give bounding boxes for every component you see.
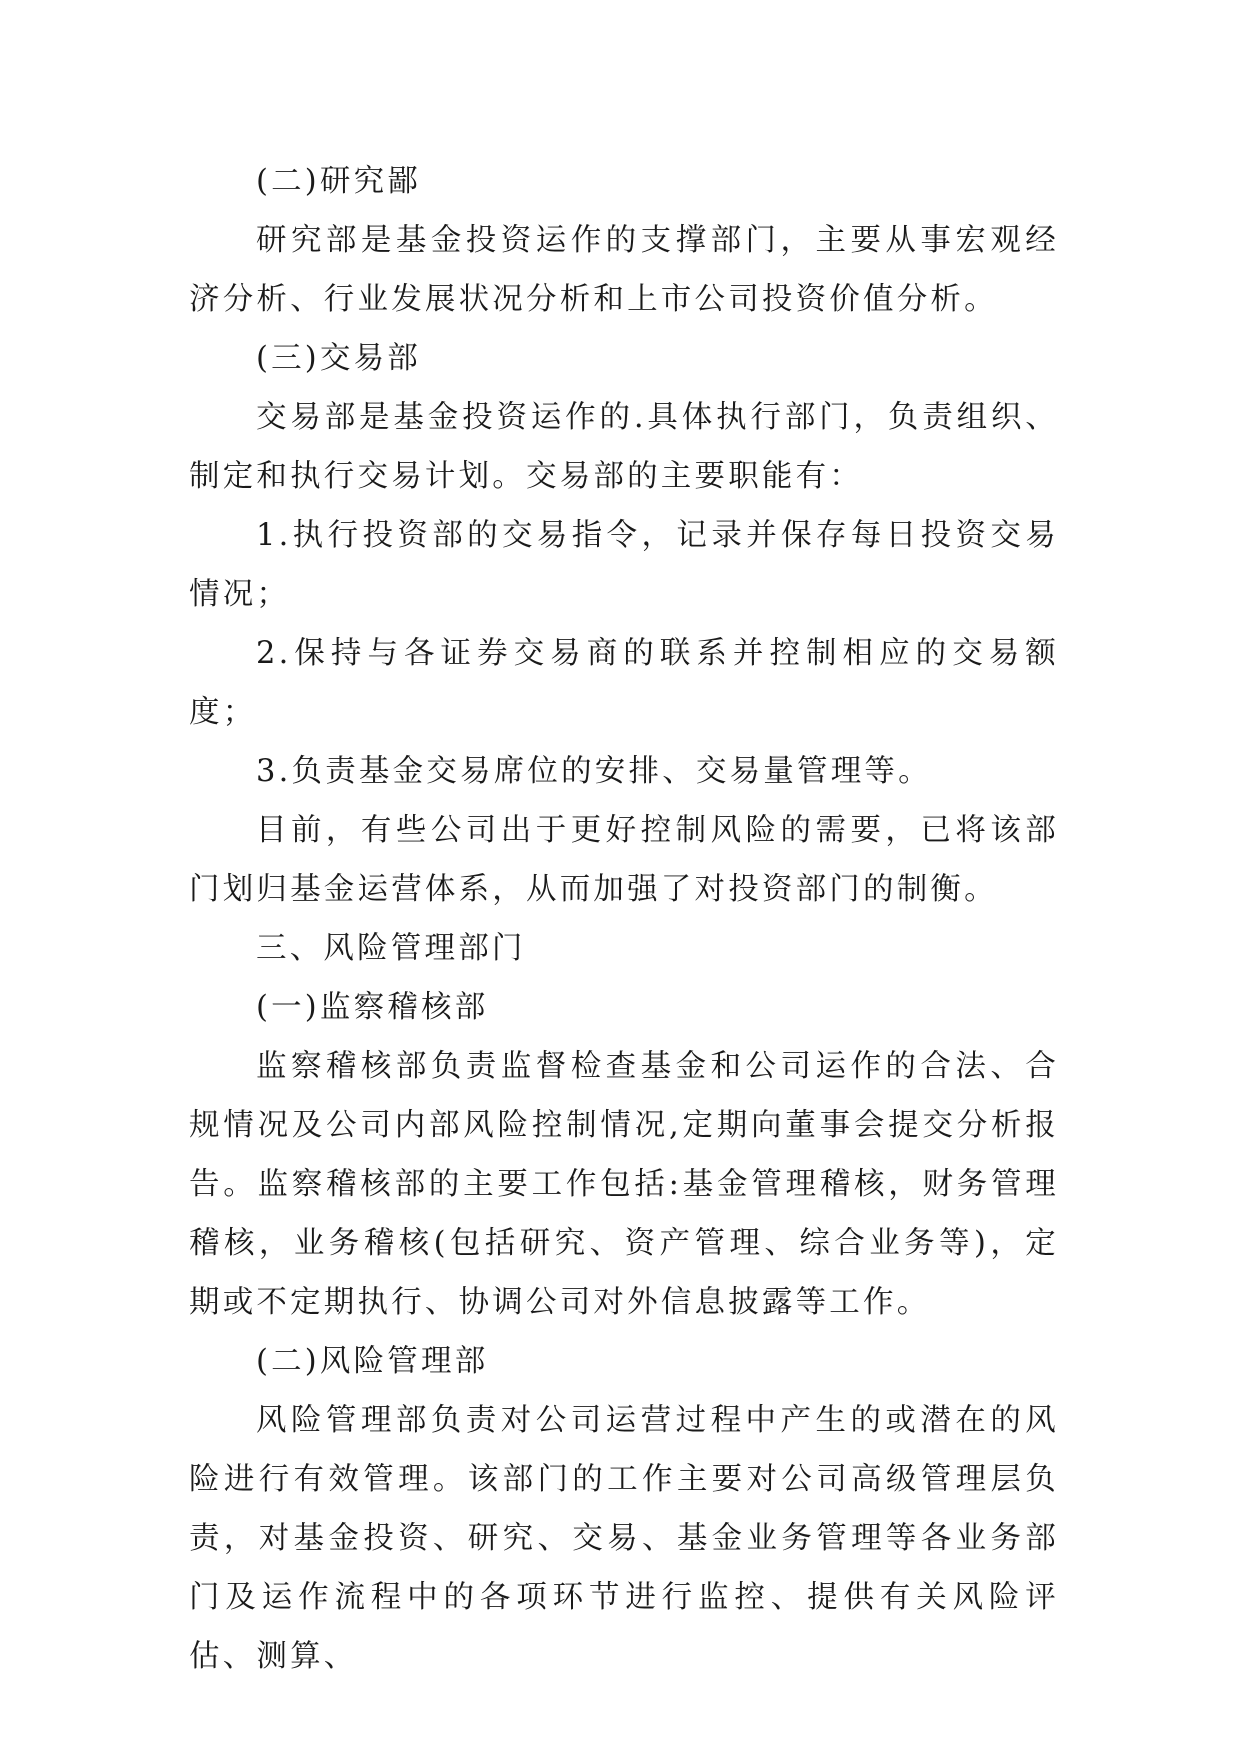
section-heading-trading: (三)交易部 bbox=[256, 341, 421, 376]
paragraph-risk-management-desc: 风险管理部负责对公司运营过程中产生的或潜在的风险进行有效管理。该部门的工作主要对公司高级管理层负责，对基金投资、研究、交易、基金业务管理等各业务部门及运作流程中的各项环节进行监控、提供有关风险评估、测算、 bbox=[189, 1403, 1059, 1674]
section-heading-risk-departments: 三、风险管理部门 bbox=[256, 931, 526, 966]
paragraph-trading-desc: 交易部是基金投资运作的.具体执行部门，负责组织、制定和执行交易计划。交易部的主要职能有： bbox=[189, 400, 1059, 494]
list-item-trading-3: 3.负责基金交易席位的安排、交易量管理等。 bbox=[256, 754, 932, 789]
section-heading-risk-management: (二)风险管理部 bbox=[256, 1344, 489, 1379]
paragraph-trading-note: 目前，有些公司出于更好控制风险的需要，已将该部门划归基金运营体系，从而加强了对投资部门的制衡。 bbox=[189, 813, 1059, 907]
section-heading-audit: (一)监察稽核部 bbox=[256, 990, 489, 1025]
document-body bbox=[189, 152, 1059, 1686]
paragraph-audit-desc: 监察稽核部负责监督检查基金和公司运作的合法、合规情况及公司内部风险控制情况,定期向董事会提交分析报告。监察稽核部的主要工作包括:基金管理稽核，财务管理稽核，业务稽核(包括研究、资产管理、综合业务等)，定期或不定期执行、协调公司对外信息披露等工作。 bbox=[189, 1049, 1059, 1320]
list-item-trading-2: 2.保持与各证券交易商的联系并控制相应的交易额度； bbox=[189, 636, 1059, 730]
list-item-trading-1: 1.执行投资部的交易指令，记录并保存每日投资交易情况； bbox=[189, 518, 1059, 612]
paragraph-research-desc: 研究部是基金投资运作的支撑部门，主要从事宏观经济分析、行业发展状况分析和上市公司投资价值分析。 bbox=[189, 223, 1059, 317]
section-heading-research: (二)研究鄙 bbox=[256, 164, 421, 199]
